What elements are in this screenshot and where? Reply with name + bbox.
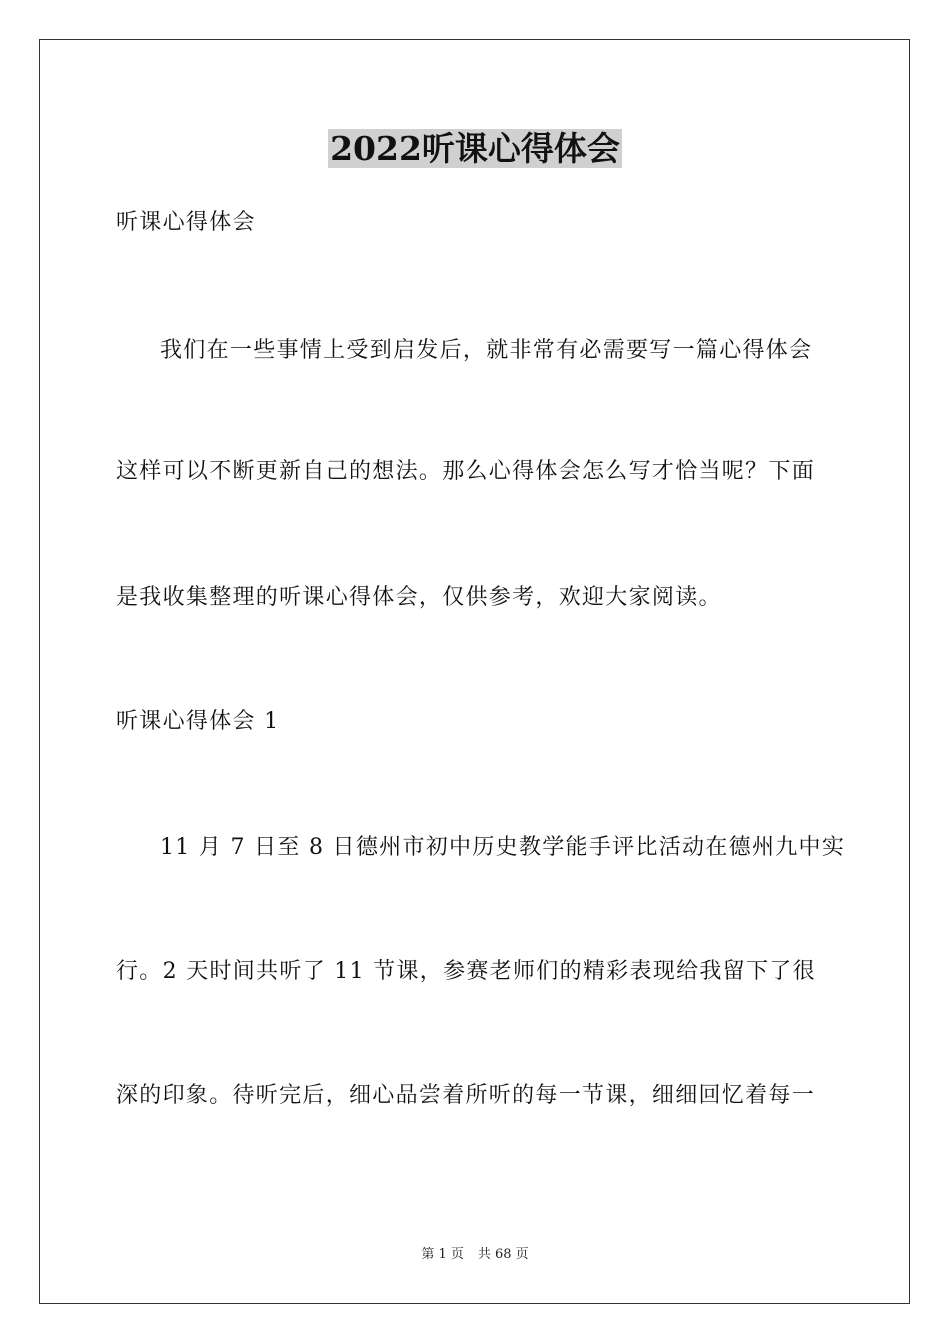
subtitle: 听课心得体会 — [116, 210, 256, 235]
section-heading: 听课心得体会 1 — [116, 709, 280, 734]
intro-line-2: 这样可以不断更新自己的想法。那么心得体会怎么写才恰当呢？下面 — [116, 459, 816, 484]
intro-line-3: 是我收集整理的听课心得体会，仅供参考，欢迎大家阅读。 — [116, 585, 722, 610]
current-page-indicator: 第 1 页 — [421, 1247, 464, 1262]
section-line-2: 行。2 天时间共听了 11 节课，参赛老师们的精彩表现给我留下了很 — [116, 959, 816, 984]
document-title — [0, 126, 950, 172]
section-line-1: 11 月 7 日至 8 日德州市初中历史教学能手评比活动在德州九中实 — [160, 835, 846, 860]
page-footer — [0, 1246, 950, 1264]
total-pages-indicator: 共 68 页 — [477, 1247, 529, 1262]
intro-line-1: 我们在一些事情上受到启发后，就非常有必需要写一篇心得体会 — [160, 338, 813, 363]
section-line-3: 深的印象。待听完后，细心品尝着所听的每一节课，细细回忆着每一 — [116, 1083, 816, 1108]
document-title-text: 2022听课心得体会 — [330, 129, 620, 168]
